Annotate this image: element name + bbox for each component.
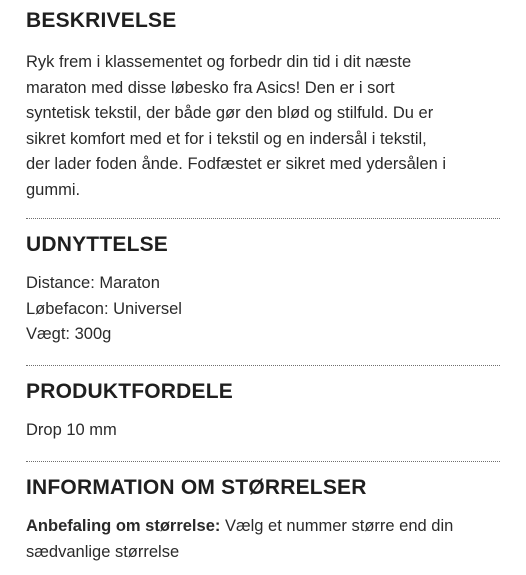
description-section: [26, 8, 500, 203]
usage-item-shape: Løbefacon: Universel: [26, 299, 182, 318]
description-line: syntetisk tekstil, der både gør den blød og stilfuld. Du er: [26, 104, 434, 122]
size-recommendation-label: Anbefaling om størrelse:: [26, 517, 221, 535]
size-recommendation: [26, 514, 500, 565]
benefit-item-drop: Drop 10 mm: [26, 421, 117, 439]
usage-item-weight: Vægt: 300g: [26, 325, 112, 343]
size-recommendation-text: Vælg et nummer større end din: [220, 517, 454, 535]
usage-heading: UDNYTTELSE: [26, 233, 169, 256]
benefits-heading: PRODUKTFORDELE: [26, 380, 233, 403]
description-line: der lader foden ånde. Fodfæstet er sikret med ydersålen i: [26, 155, 447, 173]
description-line: maraton med disse løbesko fra Asics! Den er i sort: [26, 78, 395, 97]
description-line: Ryk frem i klassementet og forbedr din tid i dit næste: [26, 53, 412, 71]
size-recommendation-line: [26, 514, 500, 540]
usage-item-distance: Distance: Maraton: [26, 274, 160, 292]
benefits-section: [26, 379, 500, 444]
description-line: sikret komfort med et for i tekstil og en indersål i tekstil,: [26, 129, 427, 148]
usage-section: [26, 232, 500, 348]
size-info-heading: INFORMATION OM STØRRELSER: [26, 476, 367, 499]
benefits-list: [26, 418, 500, 444]
section-divider: [26, 365, 500, 366]
usage-list: [26, 271, 500, 348]
section-divider: [26, 218, 500, 219]
size-recommendation-line: sædvanlige størrelse: [26, 542, 180, 561]
size-info-section: [26, 475, 500, 565]
section-divider: [26, 461, 500, 462]
description-text: [26, 50, 500, 203]
description-heading: BESKRIVELSE: [26, 9, 177, 32]
description-line: gummi.: [26, 180, 81, 199]
